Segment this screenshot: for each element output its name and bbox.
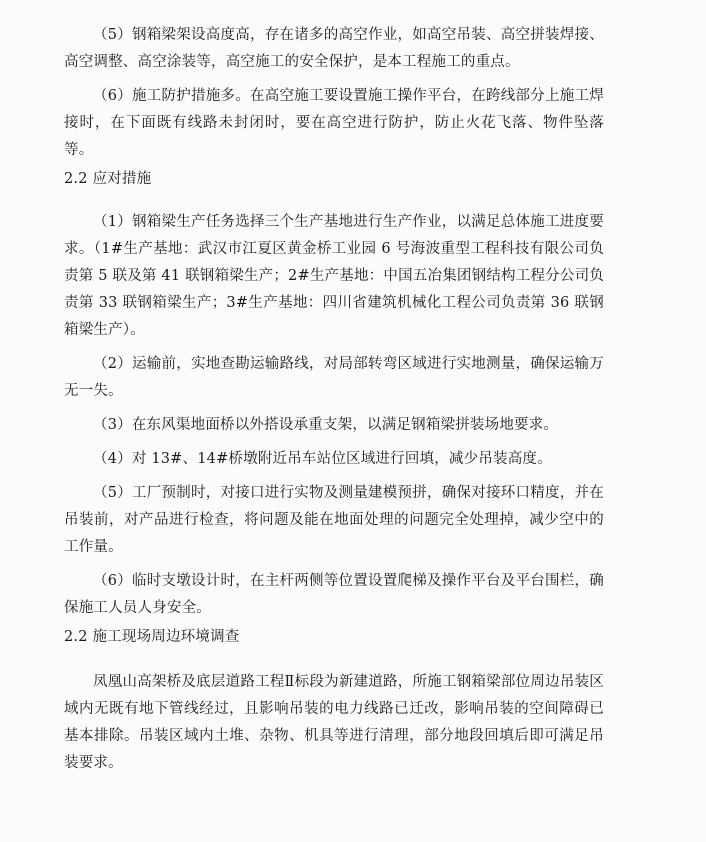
paragraph-top-6: （6）施工防护措施多。在高空施工要设置施工操作平台，在跨线部分上施工焊接时，在下面既有线路未封闭时，要在高空进行防护，防止火花飞落、物件坠落等。 [64,88,604,158]
environment-paragraph: 凤凰山高架桥及底层道路工程Ⅱ标段为新建道路，所施工钢箱梁部位周边吊装区域内无既有地下管线经过，且影响吊装的电力线路已迁改，影响吊装的空间障碍已基本排除。吊装区域内土堆、杂物、机具等进行清理，部分地段回填后即可满足吊装要求。 [64,674,604,771]
measure-item-2: （2）运输前，实地查勘运输路线，对局部转弯区域进行实地测量，确保运输万无一失。 [64,356,604,399]
measure-item-1: （1）钢箱梁生产任务选择三个生产基地进行生产作业，以满足总体施工进度要求。（1#生产基地：武汉市江夏区黄金桥工业园 6 号海波重型工程科技有限公司负责第 5 联及第 41 联钢箱梁生产；2#生产基地：中国五冶集团钢结构工程分公司负责第 33 联钢箱梁生产；3#生产基地：四川省建筑机械化工程公司负责第 36 联钢箱梁生产）。 [64,214,604,338]
section-heading-environment: 2.2 施工现场周边环境调查 [64,629,240,645]
document-body [64,22,604,777]
measure-item-4: （4）对 13#、14#桥墩附近吊车站位区域进行回填，减少吊装高度。 [93,451,552,467]
paragraph-top-5: （5）钢箱梁架设高度高，存在诸多的高空作业，如高空吊装、高空拼装焊接、高空调整、高空涂装等，高空施工的安全保护，是本工程施工的重点。 [64,27,604,70]
measure-item-5: （5）工厂预制时，对接口进行实物及测量建模预拼，确保对接环口精度，并在吊装前，对产品进行检查，将问题及能在地面处理的问题完全处理掉，减少空中的工作量。 [64,485,604,555]
measure-item-3: （3）在东风渠地面桥以外搭设承重支架，以满足钢箱梁拼装场地要求。 [93,417,559,433]
section-heading-measures: 2.2 应对措施 [64,171,152,187]
measure-item-6: （6）临时支墩设计时，在主杆两侧等位置设置爬梯及操作平台及平台围栏，确保施工人员人身安全。 [64,573,604,616]
